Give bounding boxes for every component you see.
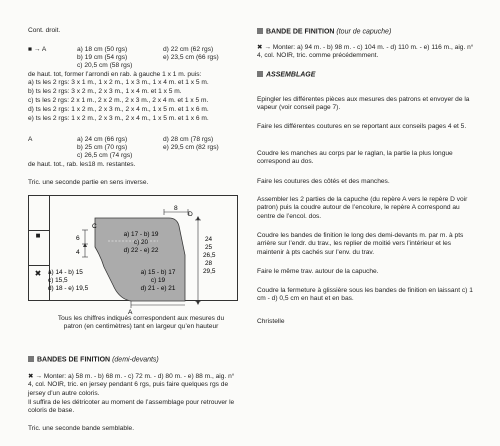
square-bullet-icon [257, 28, 263, 34]
arrow-down-icon [196, 301, 200, 305]
assemblage-heading [257, 71, 315, 80]
right-dim-4: 29,5 [203, 268, 216, 275]
left-dim-6: 6 [76, 235, 80, 242]
bdf-devants-text2: Il suffira de les détricoter au moment de l’assemblage pour retrouver le coloris de base. [28, 399, 235, 415]
group2-a: a) 24 cm (66 rgs) [77, 136, 128, 143]
right-dim-0: 24 [205, 236, 213, 243]
arrow-icon [83, 243, 87, 247]
group2-e: e) 29,5 cm (82 rgs) [163, 144, 219, 151]
center-bottom-line-2: d) 21 - e) 21 [140, 285, 176, 292]
assemblage-p6: Faire le même trav. autour de la capuche. [257, 268, 379, 275]
group2-b: b) 25 cm (70 rgs) [77, 144, 128, 151]
cross-symbol: ✖ [34, 269, 42, 278]
square-bullet-icon [28, 356, 34, 362]
bottom-left-line-0: a) 14 - b) 15 [48, 269, 83, 276]
mid-line-4: d) ts les 2 rgs: 1 x 2 m., 2 x 3 m., 2 x 4 m., 1 x 5 m. et 1 x 6 m. [28, 106, 209, 113]
center-bottom-line-0: a) 15 - b) 17 [140, 269, 176, 276]
bdf-capuche-text: ✖ → Monter: a) 94 m. - b) 98 m. - c) 104 m. - d) 110 m. - e) 116 m., aig. n° 4, col. NOIR, tric. comme précédemment. [257, 44, 474, 60]
center-top-line-2: d) 22 - e) 22 [123, 247, 159, 254]
bottom-left-line-1: c) 15,5 [48, 277, 68, 284]
center-top-line-1: c) 20 [133, 239, 149, 246]
bdf-devants-title: BANDES DE FINITION [37, 356, 111, 364]
signature: Christelle [257, 318, 285, 325]
diagram-caption: Tous les chiffres indiqués correspondent aux mesures du patron (en centimètres) tant en largeur qu’en hauteur [57, 315, 225, 331]
center-bottom-line-1: c) 19 [150, 277, 166, 284]
assemblage-p3: Faire les coutures des côtés et des manches. [257, 178, 390, 185]
point-d-label: D [188, 211, 193, 218]
left-dim-4: 4 [76, 249, 80, 256]
assemblage-p5: Coudre les bandes de finition le long des demi-devants m. par m. à pts arrière sur l’endr. du trav., les replier de moitié vers l’intérieur et les maintenir à pts cachés sur l’env. du trav. [257, 232, 464, 256]
assemblage-title: ASSEMBLAGE [266, 71, 316, 79]
group2-symbol: A [28, 136, 33, 143]
bdf-capuche-subtitle: (tour de capuche) [336, 28, 392, 36]
grid-row-line [29, 265, 49, 266]
group1-a: a) 18 cm (50 rgs) [77, 46, 128, 53]
mid-line-2: b) ts les 2 rgs: 3 x 2 m., 2 x 3 m., 1 x 4 m. et 1 x 5 m. [28, 88, 182, 95]
group1-d: d) 22 cm (62 rgs) [163, 46, 214, 53]
square-symbol: ■ [35, 231, 41, 240]
right-dim-2: 26,5 [203, 252, 216, 259]
mid-line-5: e) ts les 2 rgs: 1 x 2 m., 2 x 3 m., 2 x 4 m., 1 x 5 m. et 1 x 6 m. [28, 115, 209, 122]
right-dim-1: 25 [205, 244, 213, 251]
bdf-devants-text3: Tric. une seconde bande semblable. [28, 425, 135, 432]
assemblage-p1: Faire les différentes coutures en se reportant aux conseils pages 4 et 5. [257, 123, 467, 130]
bdf-capuche-heading [257, 28, 391, 37]
hood-pattern-diagram [48, 195, 236, 315]
bottom-left-line-2: d) 18 - e) 19,5 [48, 285, 89, 292]
bdf-devants-subtitle: (demi-devants) [112, 356, 159, 364]
group1-symbol: ■ → A [28, 46, 47, 53]
group2-d: d) 28 cm (78 rgs) [163, 136, 214, 143]
group1-c: c) 20,5 cm (58 rgs) [77, 62, 133, 69]
assemblage-p4: Assembler les 2 parties de la capuche (du repère A vers le repère D voir patron) puis la coudre autour de l’encolure, le repère A correspond au centre de l’encol. dos. [257, 196, 468, 220]
square-bullet-icon [257, 71, 263, 77]
tric-inverse: Tric. une seconde partie en sens inverse. [28, 179, 149, 186]
point-a-label: A [128, 309, 133, 315]
mid-line-1: a) ts les 2 rgs: 3 x 1 m., 1 x 2 m., 1 x 3 m., 1 x 4 m. et 1 x 5 m. [28, 79, 209, 86]
bdf-devants-heading [28, 356, 159, 365]
group1-e: e) 23,5 cm (66 rgs) [163, 54, 219, 61]
assemblage-p7: Coudre la fermeture à glissière sous les bandes de finition en laissant c) 1 cm - d) 0,5 cm en haut et en bas. [257, 287, 473, 303]
mid-line-0: de haut. tot, former l’arrondi en rab. à gauche 1 x 1 m. puis: [28, 71, 202, 78]
mid-line-3: c) ts les 2 rgs: 2 x 1 m., 2 x 2 m., 2 x 3 m., 2 x 4 m. et 1 x 5 m. [28, 97, 209, 104]
assemblage-p0: Epingler les différentes pièces aux mesures des patrons et envoyer de la vapeur (voir conseil page 7). [257, 96, 470, 112]
arrow-up-icon [196, 216, 200, 220]
point-c-label: C [92, 223, 97, 230]
bdf-devants-text: ✖ → Monter: a) 58 m. - b) 68 m. - c) 72 m. - d) 80 m. - e) 88 m., aig. n° 4, col. NOIR, tric. en jersey pendant 6 rgs, puis faire quelques rgs de jersey d’un autre coloris. [28, 373, 235, 397]
group2-after: de haut. tot., rab. les18 m. restantes. [28, 161, 136, 168]
cont-droit: Cont. droit. [28, 27, 61, 34]
group2-c: c) 26,5 cm (74 rgs) [77, 152, 133, 159]
group1-b: b) 19 cm (54 rgs) [77, 54, 128, 61]
right-dim-3: 28 [205, 260, 213, 267]
assemblage-p2: Coudre les manches au corps par le raglan, la partie la plus longue correspond au dos. [257, 150, 453, 166]
bdf-capuche-title: BANDE DE FINITION [266, 28, 335, 36]
top-dim-label: 8 [174, 205, 178, 212]
center-top-line-0: a) 17 - b) 19 [123, 231, 159, 238]
